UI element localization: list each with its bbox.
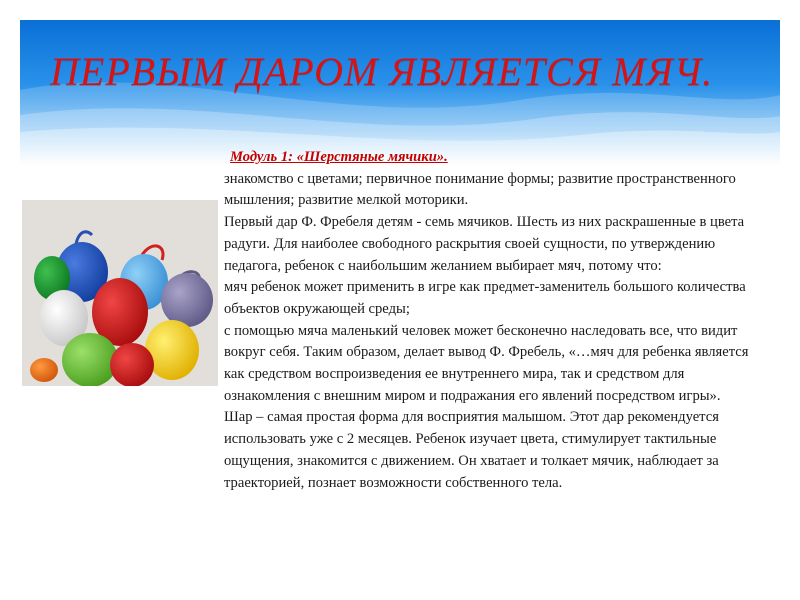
paragraph-ball-shape: Шар – самая простая форма для восприятия малышом. Этот дар рекомендуется использовать уже с 2 месяцев. Ребенок изучает цвета, стимулирует тактильные ощущения, знакомится с движением. Он хватает и толкает мячик, наблюдает за траекторией, познает возможности собственного тела. [224,409,719,491]
paragraph-substitute: мяч ребенок может применить в игре как предмет-заменитель большого количества объектов окружающей среды; [224,279,746,317]
knitted-balls-photo [22,200,218,386]
paragraph-froebel-quote: с помощью мяча маленький человек может бесконечно наследовать все, что видит вокруг себя. Таким образом, делает вывод Ф. Фребель, «…мяч для ребенка является как средством воспроизведения ее внутреннего мира, так и средством для ознакомления с внешним миром и подражания его явлений посредством игры». [224,322,749,404]
paragraph-goals: знакомство с цветами; первичное понимание формы; развитие пространственного мышления; развитие мелкой моторики. [224,170,736,209]
paragraph-first-gift: Первый дар Ф. Фребеля детям - семь мячиков. Шесть из них раскрашенные в цвета радуги. Для наиболее свободного раскрытия своей сущности, по утверждению педагога, ребенок с наибольшим желанием выбирает мяч, потому что: [224,214,745,274]
slide-body-text [224,147,754,494]
slide-title: ПЕРВЫМ ДАРОМ ЯВЛЯЕТСЯ МЯЧ. [50,49,714,94]
module-title: Модуль 1: «Шерстяные мячики». [230,149,448,165]
slide [20,20,780,595]
